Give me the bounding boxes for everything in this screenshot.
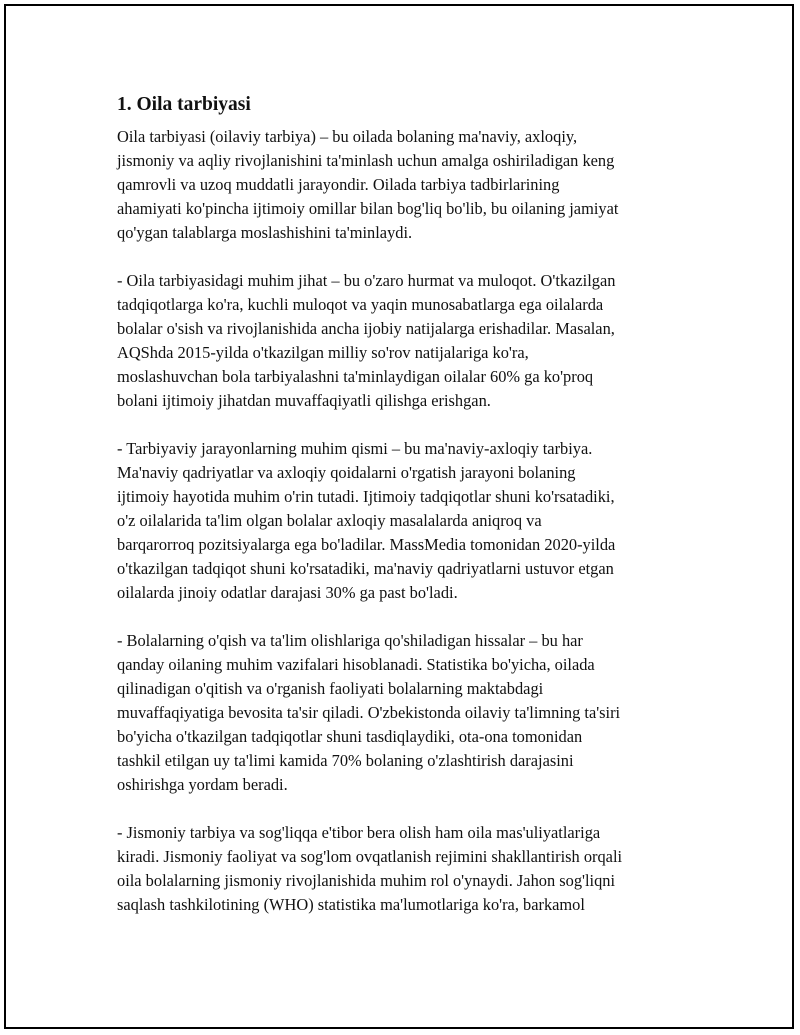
paragraph <box>117 437 717 605</box>
text-line: kiradi. Jismoniy faoliyat va sog'lom ovqatlanish rejimini shakllantirish orqali <box>117 847 623 866</box>
text-line: o'z oilalarida ta'lim olgan bolalar axloqiy masalalarda aniqroq va <box>117 511 542 530</box>
text-line: bolani ijtimoiy jihatdan muvaffaqiyatli qilishga erishgan. <box>117 391 491 410</box>
section-heading: 1. Oila tarbiyasi <box>117 94 251 115</box>
text-line: muvaffaqiyatiga bevosita ta'sir qiladi. O'zbekistonda oilaviy ta'limning ta'siri <box>117 703 621 722</box>
text-line: jismoniy va aqliy rivojlanishini ta'minlash uchun amalga oshiriladigan keng <box>117 151 615 170</box>
text-line: moslashuvchan bola tarbiyalashni ta'minlaydigan oilalar 60% ga ko'proq <box>117 367 594 386</box>
document-body <box>117 91 717 941</box>
text-line: oilalarda jinoiy odatlar darajasi 30% ga past bo'ladi. <box>117 583 458 602</box>
text-line: - Oila tarbiyasidagi muhim jihat – bu o'zaro hurmat va muloqot. O'tkazilgan <box>117 271 616 290</box>
text-line: Ma'naviy qadriyatlar va axloqiy qoidalarni o'rgatish jarayoni bolaning <box>117 463 576 482</box>
text-line: qamrovli va uzoq muddatli jarayondir. Oilada tarbiya tadbirlarining <box>117 175 560 194</box>
text-line: oshirishga yordam beradi. <box>117 775 288 794</box>
text-line: - Tarbiyaviy jarayonlarning muhim qismi – bu ma'naviy-axloqiy tarbiya. <box>117 439 593 458</box>
text-line: ahamiyati ko'pincha ijtimoiy omillar bilan bog'liq bo'lib, bu oilaning jamiyat <box>117 199 619 218</box>
paragraph <box>117 125 717 245</box>
text-line: saqlash tashkilotining (WHO) statistika ma'lumotlariga ko'ra, barkamol <box>117 895 585 914</box>
text-line: Oila tarbiyasi (oilaviy tarbiya) – bu oilada bolaning ma'naviy, axloqiy, <box>117 127 578 146</box>
text-line: qo'ygan talablarga moslashishini ta'minlaydi. <box>117 223 413 242</box>
text-line: o'tkazilgan tadqiqot shuni ko'rsatadiki, ma'naviy qadriyatlarni ustuvor etgan <box>117 559 614 578</box>
text-line: ijtimoiy hayotida muhim o'rin tutadi. Ijtimoiy tadqiqotlar shuni ko'rsatadiki, <box>117 487 615 506</box>
text-line: bolalar o'sish va rivojlanishida ancha ijobiy natijalarga erishadilar. Masalan, <box>117 319 615 338</box>
text-line: - Bolalarning o'qish va ta'lim olishlariga qo'shiladigan hissalar – bu har <box>117 631 583 650</box>
text-line: qanday oilaning muhim vazifalari hisoblanadi. Statistika bo'yicha, oilada <box>117 655 595 674</box>
paragraph <box>117 629 717 797</box>
text-line: AQShda 2015-yilda o'tkazilgan milliy so'rov natijalariga ko'ra, <box>117 343 529 362</box>
text-line: qilinadigan o'qitish va o'rganish faoliyati bolalarning maktabdagi <box>117 679 544 698</box>
text-line: - Jismoniy tarbiya va sog'liqqa e'tibor bera olish ham oila mas'uliyatlariga <box>117 823 601 842</box>
paragraph <box>117 821 717 917</box>
paragraph-list <box>117 125 717 917</box>
text-line: bo'yicha o'tkazilgan tadqiqotlar shuni tasdiqlaydiki, ota-ona tomonidan <box>117 727 583 746</box>
text-line: tashkil etilgan uy ta'limi kamida 70% bolaning o'zlashtirish darajasini <box>117 751 574 770</box>
text-line: oila bolalarning jismoniy rivojlanishida muhim rol o'ynaydi. Jahon sog'liqni <box>117 871 616 890</box>
text-line: tadqiqotlarga ko'ra, kuchli muloqot va yaqin munosabatlarga ega oilalarda <box>117 295 604 314</box>
text-line: barqarorroq pozitsiyalarga ega bo'ladilar. MassMedia tomonidan 2020-yilda <box>117 535 616 554</box>
paragraph <box>117 269 717 413</box>
